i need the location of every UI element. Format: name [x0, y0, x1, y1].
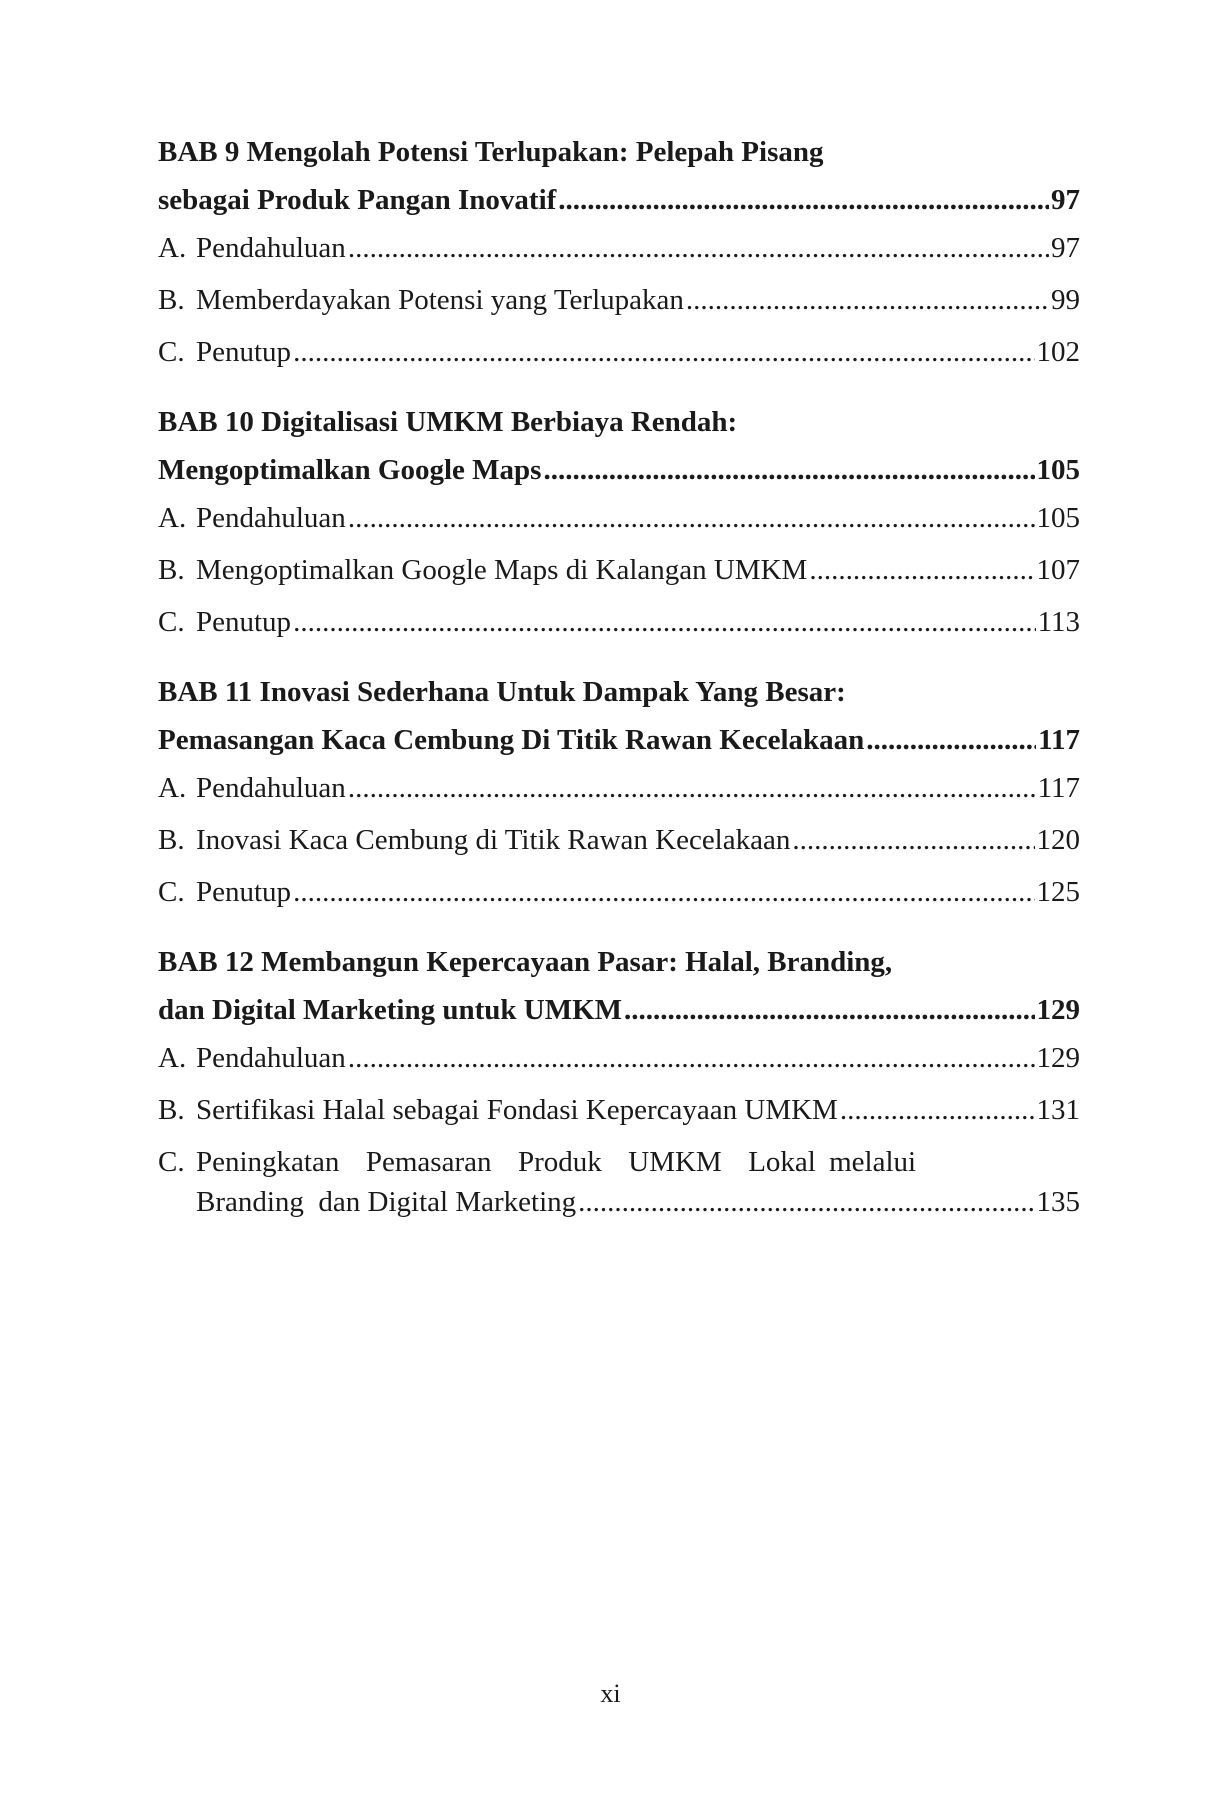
section-title: Penutup	[196, 876, 292, 908]
dot-leader	[840, 1090, 1035, 1130]
chapter-title-line2: sebagai Produk Pangan Inovatif	[158, 184, 557, 216]
chapter-title-line2: Mengoptimalkan Google Maps	[158, 454, 542, 486]
chapter-title[interactable]: BAB 12 Membangun Kepercayaan Pasar: Halal, Branding,	[158, 946, 893, 978]
section-title: Peningkatan Pemasaran Produk UMKM Lokal melalui	[196, 1146, 917, 1178]
section-letter: B.	[158, 284, 185, 316]
toc-entry[interactable]	[158, 550, 1080, 590]
toc-entry[interactable]	[158, 820, 1080, 860]
section-letter: C.	[158, 336, 185, 368]
chapter-page-number: 117	[1038, 724, 1080, 756]
chapter-title-line2: Pemasangan Kaca Cembung Di Titik Rawan Kecelakaan	[158, 724, 865, 756]
dot-leader	[792, 820, 1034, 860]
section-letter: A.	[158, 772, 187, 804]
chapter-9	[158, 128, 1080, 372]
dot-leader	[624, 986, 1034, 1034]
section-letter: C.	[158, 876, 185, 908]
section-page-number: 129	[1036, 1042, 1080, 1074]
chapter-title[interactable]: BAB 10 Digitalisasi UMKM Berbiaya Rendah:	[158, 406, 738, 438]
chapter-page-number: 97	[1051, 184, 1080, 216]
section-title: Mengoptimalkan Google Maps di Kalangan UMKM	[196, 554, 808, 586]
chapter-title-line2: dan Digital Marketing untuk UMKM	[158, 994, 623, 1026]
section-page-number: 131	[1036, 1094, 1080, 1126]
section-title: Inovasi Kaca Cembung di Titik Rawan Kecelakaan	[196, 824, 791, 856]
section-letter: A.	[158, 502, 187, 534]
section-letter: C.	[158, 1146, 185, 1178]
dot-leader	[348, 498, 1035, 538]
toc-entry[interactable]	[158, 332, 1080, 372]
section-title: Pendahuluan	[196, 1042, 346, 1074]
dot-leader	[348, 768, 1036, 808]
table-of-contents	[158, 128, 1080, 1222]
toc-entry[interactable]	[158, 498, 1080, 538]
section-page-number: 97	[1051, 232, 1080, 264]
dot-leader	[348, 1038, 1035, 1078]
section-letter: C.	[158, 606, 185, 638]
chapter-page-number: 105	[1036, 454, 1080, 486]
section-title-continued: Branding dan Digital Marketing	[196, 1186, 577, 1218]
section-letter: B.	[158, 1094, 185, 1126]
chapter-10	[158, 398, 1080, 642]
toc-entry[interactable]	[158, 872, 1080, 912]
section-page-number: 120	[1036, 824, 1080, 856]
toc-entry[interactable]	[158, 228, 1080, 268]
section-page-number: 105	[1036, 502, 1080, 534]
dot-leader	[293, 602, 1036, 642]
section-page-number: 117	[1037, 772, 1080, 804]
chapter-12	[158, 938, 1080, 1222]
page-number: xi	[600, 1679, 621, 1708]
section-title: Penutup	[196, 606, 292, 638]
toc-entry[interactable]	[158, 768, 1080, 808]
toc-entry[interactable]	[158, 1090, 1080, 1130]
chapter-11	[158, 668, 1080, 912]
section-letter: A.	[158, 1042, 187, 1074]
section-title: Sertifikasi Halal sebagai Fondasi Kepercayaan UMKM	[196, 1094, 838, 1126]
chapter-title-row[interactable]	[158, 446, 1080, 494]
section-page-number: 102	[1036, 336, 1080, 368]
dot-leader	[348, 228, 1049, 268]
section-title: Pendahuluan	[196, 772, 346, 804]
section-page-number: 113	[1037, 606, 1080, 638]
section-title: Penutup	[196, 336, 292, 368]
dot-leader	[686, 280, 1049, 320]
section-title: Pendahuluan	[196, 232, 346, 264]
toc-entry[interactable]	[158, 1142, 1080, 1222]
toc-entry[interactable]	[158, 280, 1080, 320]
dot-leader	[578, 1182, 1034, 1222]
section-letter: B.	[158, 554, 185, 586]
chapter-title[interactable]: BAB 11 Inovasi Sederhana Untuk Dampak Yang Besar:	[158, 676, 846, 708]
dot-leader	[293, 332, 1034, 372]
section-page-number: 135	[1036, 1186, 1080, 1218]
chapter-title[interactable]: BAB 9 Mengolah Potensi Terlupakan: Pelepah Pisang	[158, 136, 824, 168]
toc-entry[interactable]	[158, 1038, 1080, 1078]
section-letter: B.	[158, 824, 185, 856]
section-title: Memberdayakan Potensi yang Terlupakan	[196, 284, 684, 316]
chapter-title-row[interactable]	[158, 716, 1080, 764]
section-page-number: 107	[1036, 554, 1080, 586]
section-page-number: 99	[1051, 284, 1080, 316]
dot-leader	[866, 716, 1036, 764]
dot-leader	[543, 446, 1034, 494]
section-letter: A.	[158, 232, 187, 264]
dot-leader	[809, 550, 1034, 590]
section-page-number: 125	[1036, 876, 1080, 908]
chapter-title-row[interactable]	[158, 986, 1080, 1034]
dot-leader	[558, 176, 1049, 224]
chapter-page-number: 129	[1036, 994, 1080, 1026]
toc-entry[interactable]	[158, 602, 1080, 642]
dot-leader	[293, 872, 1034, 912]
section-title: Pendahuluan	[196, 502, 346, 534]
chapter-title-row[interactable]	[158, 176, 1080, 224]
